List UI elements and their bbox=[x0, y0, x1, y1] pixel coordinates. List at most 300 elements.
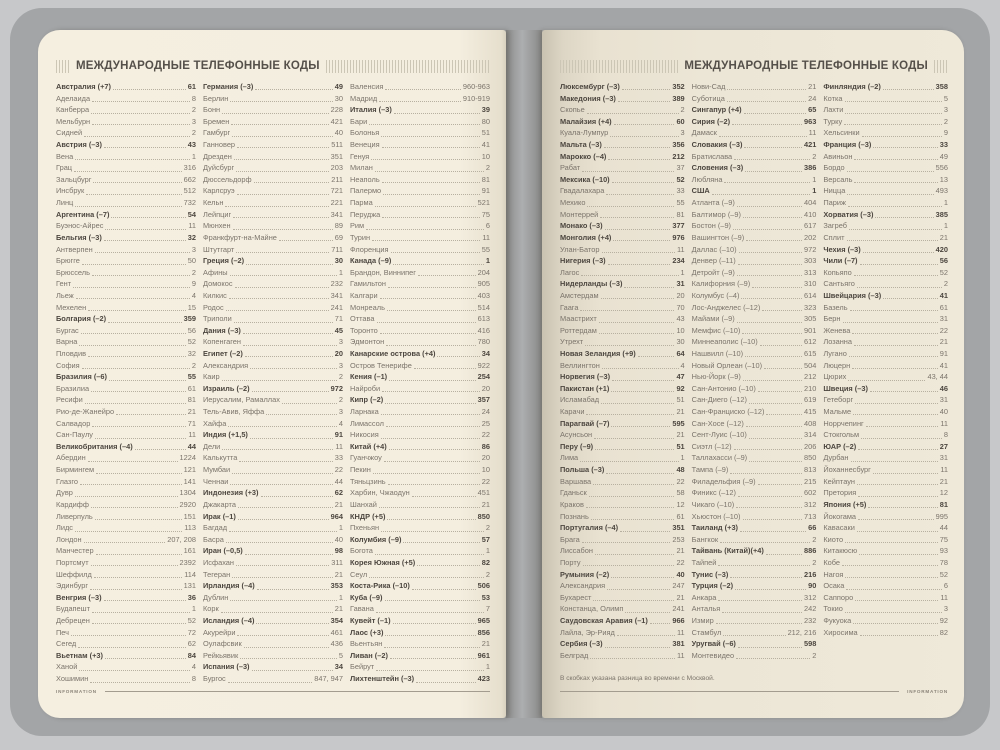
entry-code: 1 bbox=[338, 267, 343, 277]
entry-code: 20 bbox=[481, 453, 490, 463]
entry-code: 11 bbox=[677, 650, 685, 660]
entry-name: Норрчепинг bbox=[823, 418, 864, 428]
entry-code: 1224 bbox=[179, 453, 196, 463]
dot-leader bbox=[91, 565, 178, 566]
entry-name: Суботица bbox=[691, 93, 725, 103]
dot-leader bbox=[617, 635, 675, 636]
entry-code: 21 bbox=[676, 407, 685, 417]
entry-name: Цюрих bbox=[823, 372, 847, 382]
entry-code: 55 bbox=[676, 198, 685, 208]
dot-leader bbox=[385, 635, 475, 636]
entry-row bbox=[56, 615, 196, 627]
entry-row bbox=[56, 383, 196, 395]
entry-row bbox=[823, 557, 948, 569]
entry-row bbox=[560, 290, 685, 302]
entry-row bbox=[350, 313, 490, 325]
entry-row bbox=[560, 394, 685, 406]
entry-row bbox=[560, 336, 685, 348]
entry-code: 2 bbox=[485, 523, 490, 533]
entry-name: Люцерн bbox=[823, 360, 851, 370]
dot-leader bbox=[85, 403, 186, 404]
entry-code: 359 bbox=[183, 314, 196, 324]
dot-leader bbox=[234, 322, 333, 323]
entry-name: Лимассол bbox=[350, 418, 384, 428]
entry-name: Загреб bbox=[823, 221, 847, 231]
entry-row bbox=[823, 104, 948, 116]
entry-name: Дамаск bbox=[691, 128, 717, 138]
entry-code: 161 bbox=[183, 546, 196, 556]
entry-code: 8 bbox=[191, 93, 196, 103]
entry-row bbox=[56, 302, 196, 314]
entry-row bbox=[350, 394, 490, 406]
entry-code: 44 bbox=[334, 476, 343, 486]
entry-name: Инсбрук bbox=[56, 186, 85, 196]
entry-name: Пхеньян bbox=[350, 523, 380, 533]
entry-name: Чикаго (–10) bbox=[691, 499, 735, 509]
entry-name: Гуанчжоу bbox=[350, 453, 382, 463]
dot-leader bbox=[858, 496, 937, 497]
entry-name: Оттава bbox=[350, 314, 375, 324]
dot-leader bbox=[417, 565, 480, 566]
entry-code: 1 bbox=[680, 267, 685, 277]
entry-code: 323 bbox=[804, 302, 817, 312]
entry-code: 7 bbox=[485, 604, 490, 614]
dot-leader bbox=[606, 473, 674, 474]
entry-code: 21 bbox=[334, 499, 343, 509]
entry-name: Пловдив bbox=[56, 349, 87, 358]
entry-code: 2 bbox=[812, 151, 817, 161]
entry-row bbox=[203, 371, 343, 383]
dot-leader bbox=[266, 414, 337, 415]
entry-row bbox=[560, 441, 685, 453]
entry-row bbox=[692, 244, 817, 256]
entry-code: 2 bbox=[191, 267, 196, 277]
entry-name: Дуйсбург bbox=[203, 163, 235, 173]
entry-name: Саппоро bbox=[823, 592, 854, 602]
entry-code: 351 bbox=[672, 523, 685, 533]
entry-row bbox=[823, 371, 948, 383]
dot-leader bbox=[851, 461, 938, 462]
entry-code: 92 bbox=[676, 383, 685, 393]
entry-name: Кейптаун bbox=[823, 476, 855, 486]
entry-code: 2 bbox=[191, 360, 196, 370]
entry-code: 721 bbox=[330, 186, 343, 196]
dot-leader bbox=[727, 101, 806, 102]
entry-name: Любляна bbox=[691, 174, 723, 184]
entry-name: Таиланд (+3) bbox=[691, 523, 739, 533]
dot-leader bbox=[232, 136, 333, 137]
entry-row bbox=[823, 116, 948, 128]
dot-leader bbox=[88, 461, 178, 462]
entry-name: Берлин bbox=[203, 93, 229, 103]
dot-leader bbox=[854, 182, 937, 183]
entry-row bbox=[203, 197, 343, 209]
left-page-header bbox=[56, 58, 490, 74]
dot-leader bbox=[80, 484, 182, 485]
entry-name: Генуя bbox=[350, 151, 370, 161]
entry-name: Бремен bbox=[203, 116, 230, 126]
dot-leader bbox=[225, 206, 328, 207]
entry-name: Хельсинки bbox=[823, 128, 860, 138]
entry-name: Валенсия bbox=[350, 81, 384, 91]
entry-name: Македония (–3) bbox=[560, 93, 616, 103]
entry-name: Александрия bbox=[560, 581, 606, 591]
entry-name: Сербия (–3) bbox=[560, 639, 603, 649]
entry-name: Печ bbox=[56, 627, 70, 637]
entry-name: Базель bbox=[823, 302, 848, 312]
entry-code: 81 bbox=[481, 174, 490, 184]
entry-code: 404 bbox=[804, 198, 817, 208]
codes-column bbox=[350, 81, 490, 685]
entry-name: Тяньцзинь bbox=[350, 476, 386, 486]
entry-row bbox=[203, 592, 343, 604]
dot-leader bbox=[257, 589, 329, 590]
entry-row bbox=[560, 174, 685, 186]
entry-code: 521 bbox=[477, 198, 490, 208]
dot-leader bbox=[740, 531, 806, 532]
entry-code: 732 bbox=[183, 198, 196, 208]
entry-row bbox=[692, 429, 817, 441]
entry-row bbox=[823, 569, 948, 581]
entry-code: 22 bbox=[334, 465, 343, 475]
dot-leader bbox=[764, 368, 802, 369]
entry-row bbox=[350, 615, 490, 627]
entry-row bbox=[560, 522, 685, 534]
codes-column bbox=[823, 81, 948, 661]
dot-leader bbox=[231, 124, 328, 125]
dot-leader bbox=[79, 670, 190, 671]
entry-code: 416 bbox=[477, 325, 490, 335]
entry-name: Дюссельдорф bbox=[203, 174, 252, 184]
entry-row bbox=[560, 429, 685, 441]
entry-code: 614 bbox=[804, 290, 817, 300]
entry-row bbox=[56, 545, 196, 557]
dot-leader bbox=[385, 89, 461, 90]
entry-code: 960-963 bbox=[462, 81, 490, 91]
entry-name: Остров Тенерифе bbox=[350, 360, 412, 370]
entry-code: 598 bbox=[804, 639, 817, 649]
dot-leader bbox=[244, 647, 329, 648]
entry-name: Тунис (–3) bbox=[691, 569, 729, 579]
entry-name: Акурейри bbox=[203, 627, 236, 637]
entry-code: 813 bbox=[804, 465, 817, 475]
entry-row bbox=[560, 638, 685, 650]
entry-row bbox=[823, 81, 948, 93]
time-difference-footnote: В скобках указана разница во времени с Москвой. bbox=[560, 675, 715, 682]
dot-leader bbox=[618, 101, 670, 102]
entry-name: Салвадор bbox=[56, 418, 91, 428]
entry-name: Люксембург (–3) bbox=[560, 81, 620, 91]
entry-code: 32 bbox=[187, 349, 196, 358]
dot-leader bbox=[752, 287, 802, 288]
entry-row bbox=[203, 290, 343, 302]
entry-name: Сент-Луис (–10) bbox=[691, 430, 747, 440]
entry-row bbox=[560, 151, 685, 163]
entry-code: 49 bbox=[939, 151, 949, 161]
entry-row bbox=[692, 278, 817, 290]
dot-leader bbox=[847, 171, 934, 172]
entry-row bbox=[560, 104, 685, 116]
entry-row bbox=[203, 151, 343, 163]
entry-name: Япония (+5) bbox=[823, 499, 867, 509]
entry-code: 91 bbox=[481, 186, 490, 196]
entry-row bbox=[692, 104, 817, 116]
entry-row bbox=[692, 93, 817, 105]
entry-code: 57 bbox=[481, 534, 490, 544]
entry-code: 21 bbox=[187, 407, 196, 417]
dot-leader bbox=[604, 147, 670, 148]
entry-code: 595 bbox=[672, 418, 685, 428]
dot-leader bbox=[222, 380, 337, 381]
entry-name: Аргентина (–7) bbox=[56, 209, 110, 219]
entry-row bbox=[350, 383, 490, 395]
entry-name: Атланта (–9) bbox=[691, 198, 735, 208]
dot-leader bbox=[261, 496, 333, 497]
entry-name: Колумбия (–9) bbox=[350, 534, 402, 544]
entry-row bbox=[203, 174, 343, 186]
dot-leader bbox=[743, 519, 803, 520]
entry-row bbox=[203, 348, 343, 360]
dot-leader bbox=[870, 391, 938, 392]
entry-name: Мексика (–10) bbox=[560, 174, 610, 184]
entry-row bbox=[560, 499, 685, 511]
entry-row bbox=[56, 174, 196, 186]
entry-name: Лос-Анджелес (–12) bbox=[691, 302, 761, 312]
entry-name: Лугано bbox=[823, 349, 847, 358]
entry-row bbox=[692, 487, 817, 499]
entry-name: Лахти bbox=[823, 105, 844, 115]
entry-row bbox=[350, 638, 490, 650]
entry-code: 31 bbox=[939, 314, 949, 324]
entry-row bbox=[203, 673, 343, 685]
entry-name: Скопье bbox=[560, 105, 585, 115]
dot-leader bbox=[381, 414, 480, 415]
entry-row bbox=[692, 464, 817, 476]
entry-row bbox=[692, 650, 817, 662]
entry-row bbox=[203, 453, 343, 465]
entry-code: 619 bbox=[804, 395, 817, 405]
entry-name: Австрия (–3) bbox=[56, 140, 102, 150]
entry-code: 511 bbox=[331, 140, 343, 150]
entry-code: 5 bbox=[943, 93, 949, 103]
entry-code: 1 bbox=[485, 546, 490, 556]
entry-row bbox=[203, 255, 343, 267]
entry-name: Мальта (–3) bbox=[560, 140, 602, 150]
entry-row bbox=[203, 557, 343, 569]
footer-label: INFORMATION bbox=[56, 689, 97, 694]
dot-leader bbox=[866, 426, 939, 427]
entry-row bbox=[692, 394, 817, 406]
entry-row bbox=[560, 232, 685, 244]
entry-row bbox=[692, 290, 817, 302]
entry-code: 314 bbox=[804, 430, 817, 440]
dot-leader bbox=[237, 635, 328, 636]
entry-name: Мадрид bbox=[350, 93, 378, 103]
entry-name: Мехико bbox=[560, 198, 586, 208]
entry-name: Лиссабон bbox=[560, 546, 593, 556]
entry-row bbox=[56, 255, 196, 267]
entry-name: Перу (–9) bbox=[560, 441, 594, 451]
entry-name: Португалия (–4) bbox=[560, 523, 619, 533]
entry-row bbox=[692, 638, 817, 650]
dot-leader bbox=[593, 484, 674, 485]
entry-name: Монако (–3) bbox=[560, 221, 603, 231]
entry-row bbox=[203, 325, 343, 337]
entry-code: 386 bbox=[804, 163, 817, 173]
dot-leader bbox=[854, 159, 937, 160]
entry-name: Эдинбург bbox=[56, 581, 89, 591]
entry-name: Монреаль bbox=[350, 302, 385, 312]
entry-code: 313 bbox=[804, 267, 817, 277]
entry-code: 91 bbox=[334, 430, 343, 440]
entry-row bbox=[56, 650, 196, 662]
entry-code: 121 bbox=[183, 465, 196, 475]
entry-row bbox=[560, 162, 685, 174]
entry-name: Вьентьян bbox=[350, 639, 383, 649]
entry-row bbox=[692, 197, 817, 209]
entry-code: 713 bbox=[804, 511, 817, 521]
entry-code: 24 bbox=[481, 407, 490, 417]
entry-row bbox=[692, 371, 817, 383]
entry-name: Дели bbox=[203, 441, 221, 451]
entry-code: 61 bbox=[676, 511, 685, 521]
entry-name: Индонезия (+3) bbox=[203, 488, 259, 498]
entry-row bbox=[823, 522, 948, 534]
entry-code: 34 bbox=[481, 349, 490, 358]
right-page-header bbox=[560, 58, 948, 74]
dot-leader bbox=[382, 147, 480, 148]
entry-code: 20 bbox=[334, 349, 343, 358]
entry-row bbox=[823, 162, 948, 174]
entry-code: 43 bbox=[676, 314, 685, 324]
entry-name: Джакарта bbox=[203, 499, 236, 509]
entry-code: 78 bbox=[939, 557, 949, 567]
dot-leader bbox=[853, 623, 938, 624]
entry-row bbox=[56, 511, 196, 523]
entry-code: 211 bbox=[331, 174, 343, 184]
dot-leader bbox=[236, 252, 329, 253]
entry-code: 403 bbox=[477, 290, 490, 300]
entry-row bbox=[692, 151, 817, 163]
entry-row bbox=[203, 580, 343, 592]
entry-name: Балтимор (–9) bbox=[691, 209, 741, 219]
entry-code: 922 bbox=[477, 360, 490, 370]
entry-code: 141 bbox=[183, 476, 196, 486]
entry-row bbox=[203, 603, 343, 615]
dot-leader bbox=[587, 113, 679, 114]
entry-row bbox=[56, 499, 196, 511]
entry-name: Тегеран bbox=[203, 569, 231, 579]
entry-row bbox=[350, 220, 490, 232]
entry-code: 602 bbox=[804, 488, 817, 498]
entry-code: 50 bbox=[187, 256, 196, 266]
dot-leader bbox=[736, 658, 810, 659]
entry-name: Портсмут bbox=[56, 557, 89, 567]
entry-name: Майами (–9) bbox=[691, 314, 735, 324]
entry-code: 976 bbox=[672, 232, 685, 242]
entry-code: 506 bbox=[477, 581, 490, 591]
entry-row bbox=[203, 93, 343, 105]
entry-row bbox=[203, 476, 343, 488]
entry-name: Варшава bbox=[560, 476, 592, 486]
entry-name: Гавана bbox=[350, 604, 374, 614]
dot-leader bbox=[611, 577, 674, 578]
entry-name: Бостон (–9) bbox=[691, 221, 732, 231]
dot-leader bbox=[239, 461, 332, 462]
entry-code: 89 bbox=[334, 221, 343, 231]
dot-leader bbox=[766, 554, 802, 555]
dot-leader bbox=[601, 298, 675, 299]
entry-name: Лидс bbox=[56, 523, 73, 533]
entry-row bbox=[350, 162, 490, 174]
entry-name: Дурбан bbox=[823, 453, 849, 463]
entry-name: Тайвань (Китай)(+4) bbox=[691, 546, 764, 556]
entry-code: 312 bbox=[804, 592, 817, 602]
entry-code: 377 bbox=[672, 221, 685, 231]
dot-leader bbox=[233, 217, 329, 218]
dot-leader bbox=[382, 217, 479, 218]
dot-leader bbox=[847, 240, 938, 241]
entry-name: Нашвилл (–10) bbox=[691, 349, 744, 358]
dot-leader bbox=[734, 159, 810, 160]
entry-code: 1 bbox=[338, 592, 343, 602]
entry-name: Манчестер bbox=[56, 546, 94, 556]
entry-name: Бухарест bbox=[560, 592, 592, 602]
entry-code: 961 bbox=[477, 650, 490, 660]
entry-row bbox=[56, 569, 196, 581]
entry-name: Дебрецен bbox=[56, 616, 90, 626]
entry-row bbox=[692, 81, 817, 93]
entry-name: Париж bbox=[823, 198, 846, 208]
entry-row bbox=[203, 244, 343, 256]
entry-row bbox=[823, 302, 948, 314]
entry-code: 381 bbox=[672, 639, 685, 649]
dot-leader bbox=[858, 519, 934, 520]
entry-code: 612 bbox=[804, 337, 817, 347]
dot-leader bbox=[104, 147, 186, 148]
entry-code: 901 bbox=[804, 325, 817, 335]
entry-name: Гвадалахара bbox=[560, 186, 605, 196]
dot-leader bbox=[873, 147, 937, 148]
dot-leader bbox=[848, 380, 925, 381]
entry-code: 493 bbox=[935, 186, 949, 196]
entry-row bbox=[692, 453, 817, 465]
entry-code: 253 bbox=[672, 534, 685, 544]
page-gutter-shadow bbox=[506, 30, 542, 718]
dot-leader bbox=[245, 356, 333, 357]
codes-column bbox=[560, 81, 685, 661]
dot-leader bbox=[857, 287, 942, 288]
entry-name: Кельн bbox=[203, 198, 224, 208]
entry-row bbox=[823, 336, 948, 348]
entry-row bbox=[350, 557, 490, 569]
entry-name: Льеж bbox=[56, 290, 74, 300]
entry-code: 1 bbox=[338, 523, 343, 533]
entry-code: 385 bbox=[935, 209, 949, 219]
entry-row bbox=[350, 464, 490, 476]
entry-name: Лейпциг bbox=[203, 209, 232, 219]
entry-name: Эдмонтон bbox=[350, 337, 385, 347]
entry-name: Дрезден bbox=[203, 151, 232, 161]
entry-row bbox=[350, 627, 490, 639]
entry-code: 303 bbox=[804, 256, 817, 266]
entry-name: Турция (–2) bbox=[691, 581, 734, 591]
entry-code: 21 bbox=[939, 232, 949, 242]
entry-code: 353 bbox=[330, 581, 343, 591]
entry-code: 53 bbox=[481, 592, 490, 602]
dot-leader bbox=[71, 635, 186, 636]
entry-name: Сантьяго bbox=[823, 279, 855, 289]
